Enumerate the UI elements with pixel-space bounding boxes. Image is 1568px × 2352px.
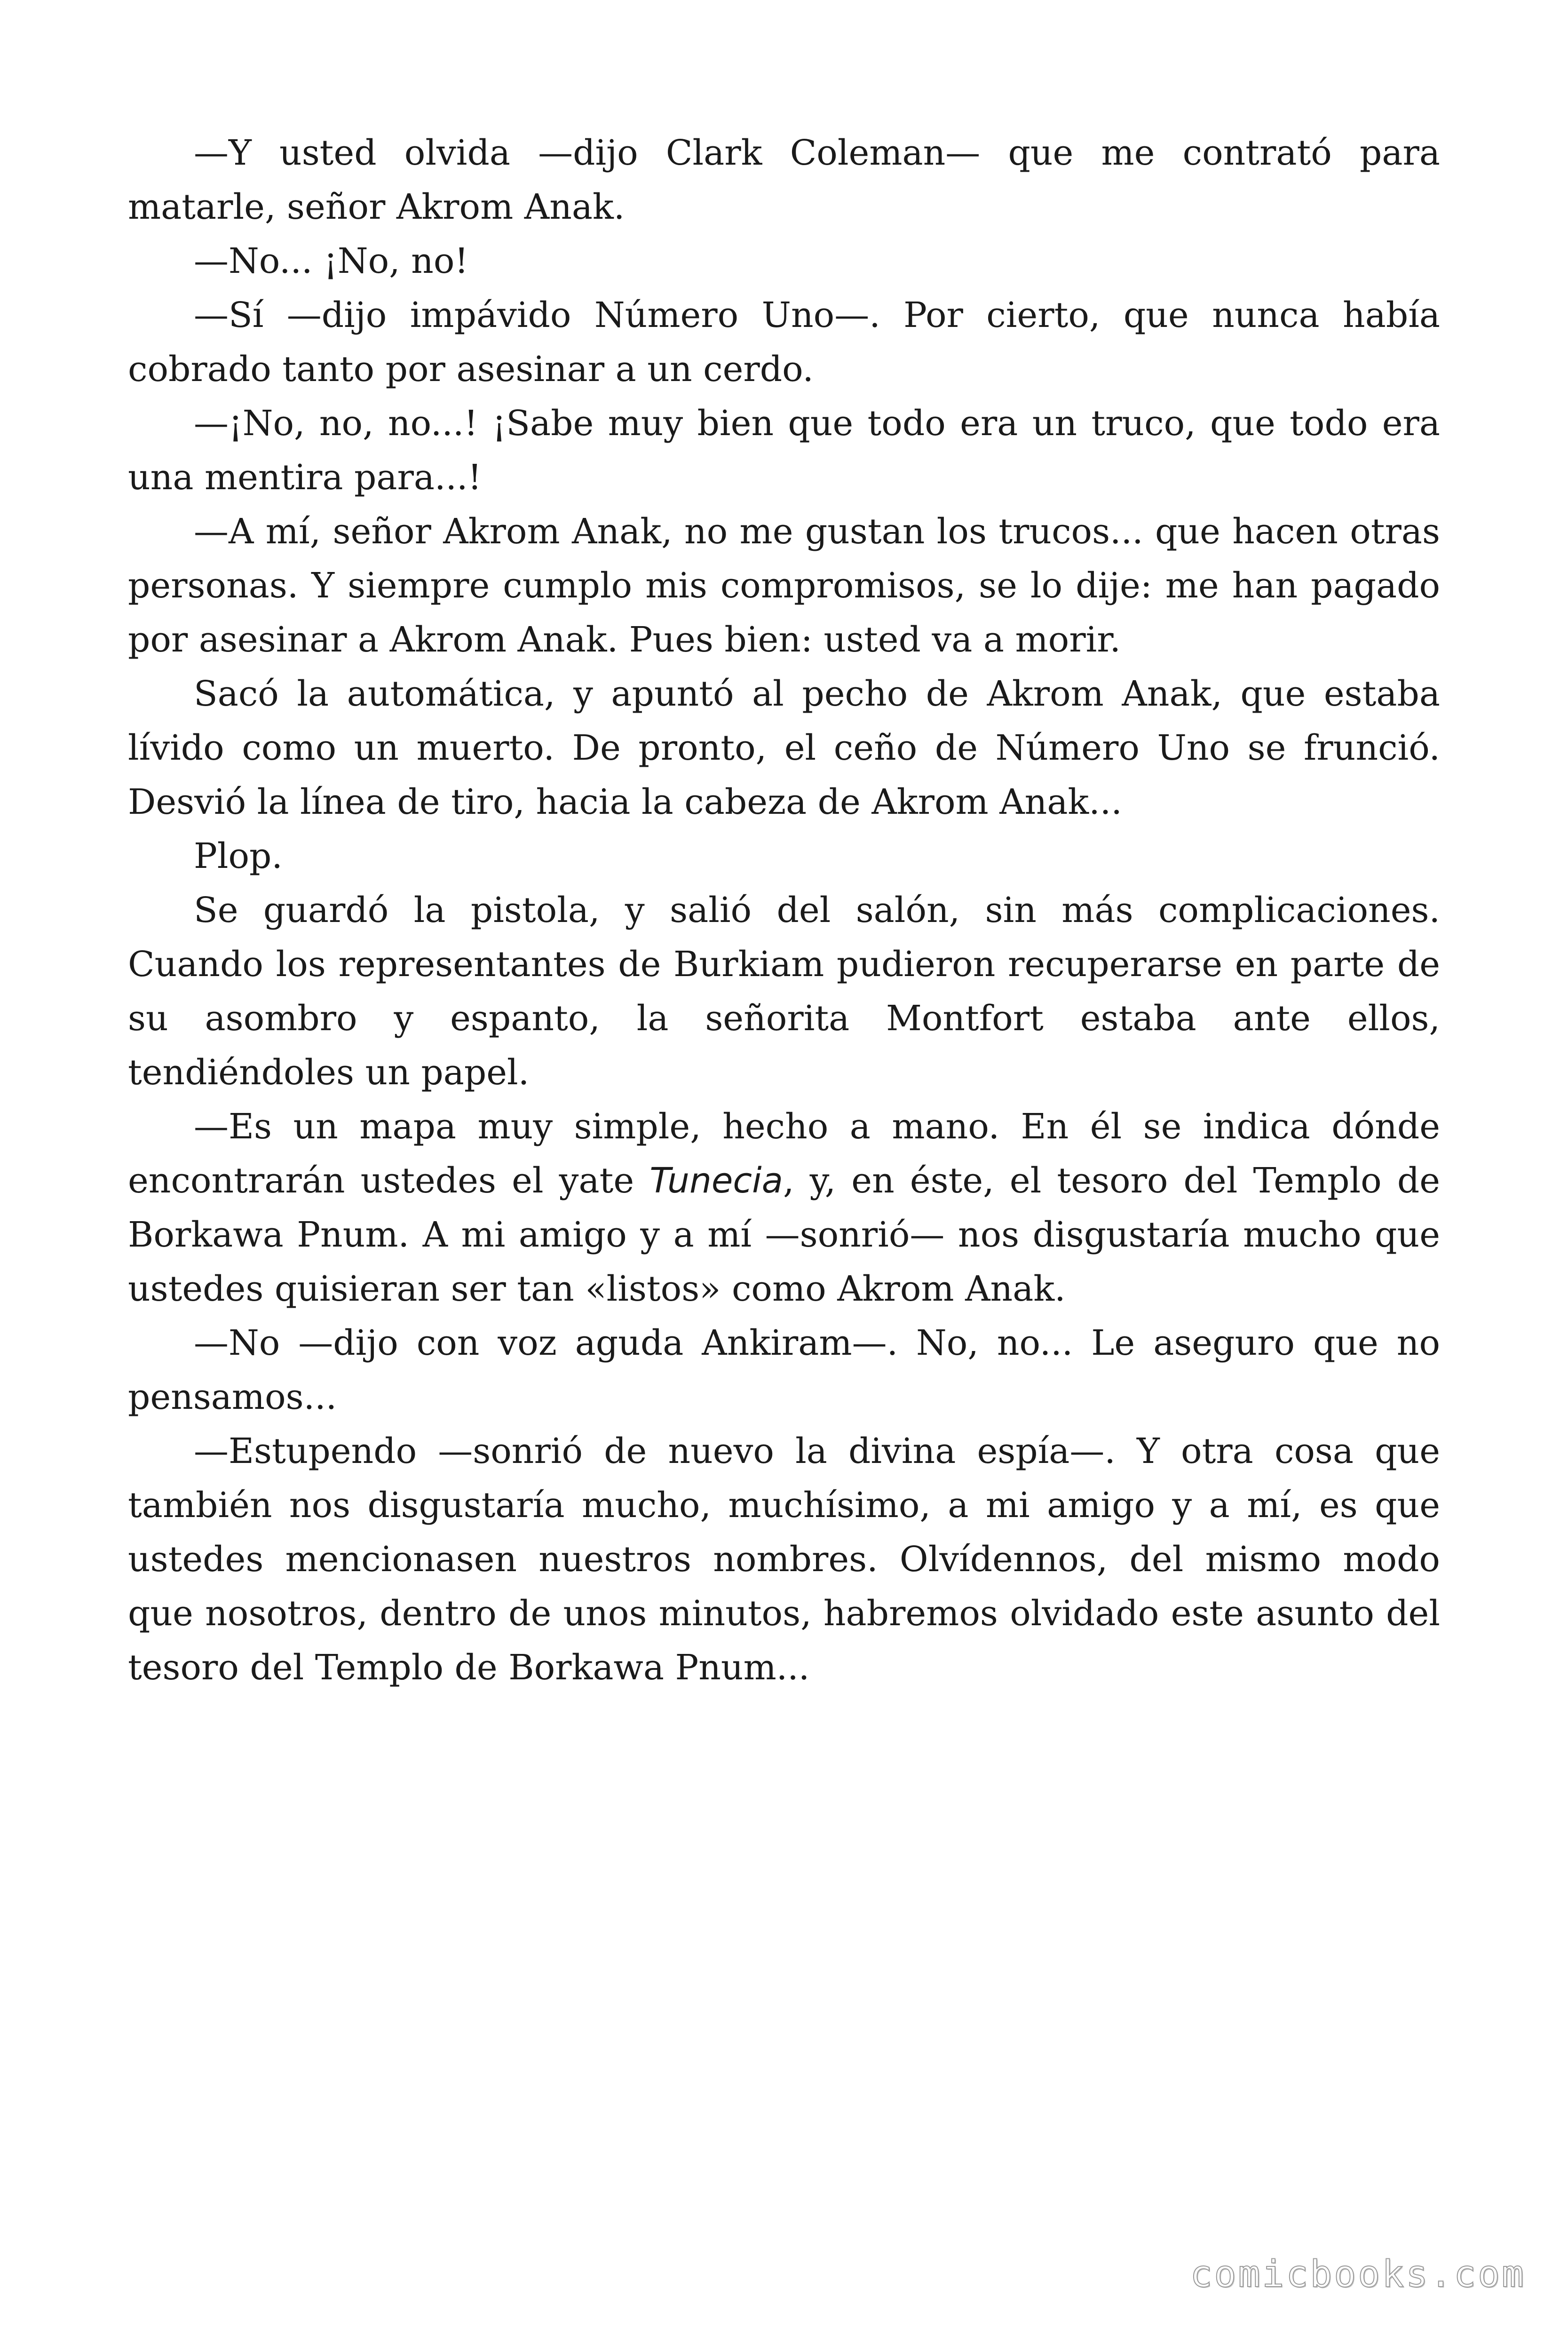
yacht-name: Tunecia	[649, 1160, 783, 1201]
paragraph: Se guardó la pistola, y salió del salón, sin más complicaciones. Cuando los representantes de Burkiam pudieron recuperarse en parte de su asombro y espanto, la señorita Montfort estaba ante ellos, tendiéndoles un papel.	[128, 890, 1440, 1093]
paragraph: —A mí, señor Akrom Anak, no me gustan los trucos... que hacen otras personas. Y siempre cumplo mis compromisos, se lo dije: me han pagado por asesinar a Akrom Anak. Pues bien: usted va a morir.	[128, 511, 1440, 660]
paragraph-map-after: , y, en éste, el tesoro del Templo de Borkawa Pnum. A mi amigo y a mí —sonrió— nos disgustaría mucho que ustedes quisieran ser tan «listos» como Akrom Anak.	[128, 1160, 1441, 1309]
paragraph: —Sí —dijo impávido Número Uno—. Por cierto, que nunca había cobrado tanto por asesinar a un cerdo.	[128, 295, 1440, 389]
paragraph: —No —dijo con voz aguda Ankiram—. No, no... Le aseguro que no pensamos...	[128, 1323, 1440, 1417]
page-text	[128, 126, 1440, 1695]
paragraph: —¡No, no, no...! ¡Sabe muy bien que todo era un truco, que todo era una mentira para...!	[128, 403, 1440, 498]
paragraph-map-before: —Es un mapa muy simple, hecho a mano. En él se indica dónde encontrarán ustedes el yate	[128, 1106, 1440, 1201]
paragraph: Sacó la automática, y apuntó al pecho de Akrom Anak, que estaba lívido como un muerto. De pronto, el ceño de Número Uno se frunció. Desvió la línea de tiro, hacia la cabeza de Akrom Anak...	[128, 674, 1440, 822]
watermark: comicbooks.com	[1190, 2253, 1526, 2296]
paragraph-map	[128, 1100, 1440, 1316]
paragraph: Plop.	[194, 836, 283, 876]
paragraph: —Y usted olvida —dijo Clark Coleman— que me contrató para matarle, señor Akrom Anak.	[128, 133, 1440, 227]
paragraph: —Estupendo —sonrió de nuevo la divina espía—. Y otra cosa que también nos disgustaría mucho, muchísimo, a mi amigo y a mí, es que ustedes mencionasen nuestros nombres. Olvídennos, del mismo modo que nosotros, dentro de unos minutos, habremos olvidado este asunto del tesoro del Templo de Borkawa Pnum...	[128, 1431, 1440, 1688]
paragraph: —No... ¡No, no!	[194, 241, 469, 281]
